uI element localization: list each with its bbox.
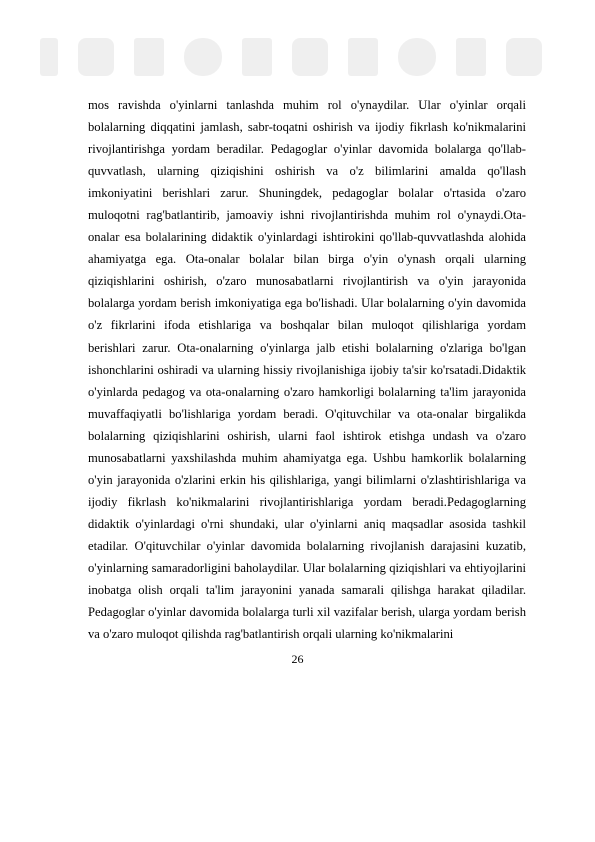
page-number: 26 bbox=[291, 652, 304, 666]
body-paragraph: mos ravishda o'yinlarni tanlashda muhim rol o'ynaydilar. Ular o'yinlar orqali bolalarning diqqatini jamlash, sabr-toqatni oshirish va ijodiy fikrlash ko'nikmalarini rivojlantirishga yordam beradilar. Pedagoglar o'yinlar davomida bolalarga qo'llab-quvvatlash, ularning qiziqishini oshirish va o'z bilimlarini amalda qo'llash imkoniyatini berishlari zarur. Shuningdek, pedagoglar bolalar o'rtasida o'zaro muloqotni rag'batlantirib, jamoaviy ishni rivojlantirishda muhim rol o'ynaydi.Ota-onalar esa bolalarining didaktik o'yinlardagi ishtirokini qo'llab-quvvatlashda alohida ahamiyatga ega. Ota-onalar bolalar bilan birga o'yin o'ynash orqali ularning qiziqishlarini oshirish, o'zaro munosabatlarni rivojlantirish va o'yin jarayonida bolalarga yordam berish imkoniyatiga ega bo'lishadi. Ular bolalarning o'yin davomida o'z fikrlarini ifoda etishlariga va boshqalar bilan muloqot qilishlariga yordam berishlari zarur. Ota-onalarning o'yinlarga jalb etishi bolalarning o'zlariga bo'lgan ishonchlarini oshiradi va ularning hissiy rivojlanishiga ijobiy ta'sir ko'rsatadi.Didaktik o'yinlarda pedagog va ota-onalarning o'zaro hamkorligi bolalarning ta'lim jarayonida muvaffaqiyatli bo'lishlariga yordam beradi. O'qituvchilar va ota-onalar birgalikda bolalarning qiziqishlarini oshirish, ularni faol ishtirok etishga undash va o'zaro munosabatlarni yaxshilashda muhim ahamiyatga ega. Ushbu hamkorlik bolalarning o'yin jarayonida o'zlarini erkin his qilishlariga, yangi bilimlarni o'zlashtirishlariga va ijodiy fikrlash ko'nikmalarini rivojlantirishlariga yordam beradi.Pedagoglarning didaktik o'yinlardagi o'rni shundaki, ular o'yinlarni aniq maqsadlar asosida tashkil etadilar. O'qituvchilar o'yinlar davomida bolalarning rivojlanish darajasini kuzatib, o'yinlarning samaradorligini baholaydilar. Ular bolalarning qiziqishlari va ehtiyojlarini inobatga olish orqali ta'lim jarayonini yanada samarali qilishga harakat qiladilar. Pedagoglar o'yinlar davomida bolalarga turli xil vazifalar berish, ularga yordam berish va o'zaro muloqot qilishda rag'batlantirish orqali ularning ko'nikmalarini bbox=[88, 98, 526, 642]
background-watermark-pattern bbox=[0, 28, 595, 88]
